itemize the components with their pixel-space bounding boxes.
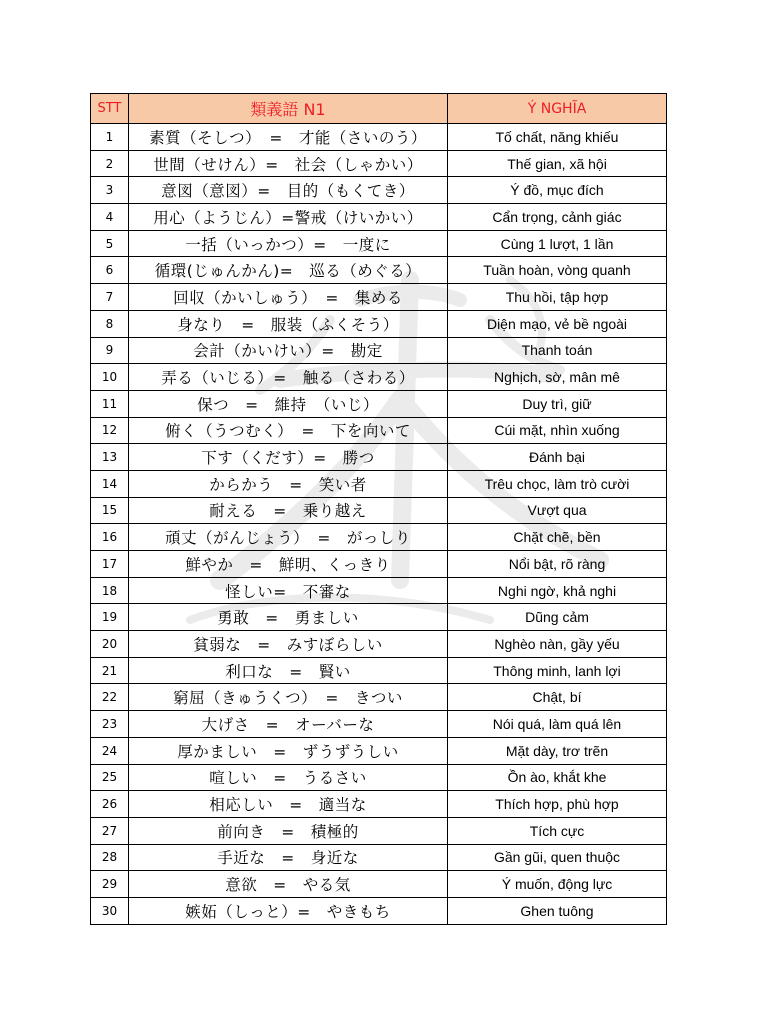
table-row: [91, 657, 667, 684]
row-word: 身なり = 服装（ふくそう）: [129, 310, 448, 337]
row-word: 怪しい= 不審な: [129, 577, 448, 604]
table-row: [91, 764, 667, 791]
table-row: [91, 470, 667, 497]
row-meaning: Ghen tuông: [448, 897, 667, 924]
row-meaning: Nghi ngờ, khả nghi: [448, 577, 667, 604]
row-number: 20: [91, 631, 129, 658]
table-row: [91, 844, 667, 871]
row-word: 弄る（いじる）= 触る（さわる）: [129, 364, 448, 391]
row-meaning: Nghèo nàn, gầy yếu: [448, 631, 667, 658]
row-number: 25: [91, 764, 129, 791]
row-word: 前向き = 積極的: [129, 817, 448, 844]
row-meaning: Nổi bật, rõ ràng: [448, 551, 667, 578]
table-header-row: [91, 94, 667, 124]
row-meaning: Cúi mặt, nhìn xuống: [448, 417, 667, 444]
row-meaning: Nói quá, làm quá lên: [448, 711, 667, 738]
table-row: [91, 604, 667, 631]
row-word: 喧しい = うるさい: [129, 764, 448, 791]
row-meaning: Duy trì, giữ: [448, 390, 667, 417]
row-number: 21: [91, 657, 129, 684]
row-word: 一括（いっかつ）= 一度に: [129, 230, 448, 257]
row-meaning: Chặt chẽ, bền: [448, 524, 667, 551]
table-row: [91, 497, 667, 524]
row-meaning: Trêu chọc, làm trò cười: [448, 470, 667, 497]
table-row: [91, 737, 667, 764]
row-meaning: Ý muốn, động lực: [448, 871, 667, 898]
row-meaning: Chật, bí: [448, 684, 667, 711]
row-meaning: Thích hợp, phù hợp: [448, 791, 667, 818]
table-row: [91, 177, 667, 204]
row-word: 意欲 = やる気: [129, 871, 448, 898]
row-number: 6: [91, 257, 129, 284]
table-row: [91, 897, 667, 924]
header-stt: STT: [91, 94, 129, 124]
row-number: 13: [91, 444, 129, 471]
row-number: 26: [91, 791, 129, 818]
row-number: 18: [91, 577, 129, 604]
row-number: 22: [91, 684, 129, 711]
table-row: [91, 524, 667, 551]
table-row: [91, 871, 667, 898]
row-meaning: Ý đồ, mục đích: [448, 177, 667, 204]
row-word: 循環(じゅんかん)= 巡る（めぐる）: [129, 257, 448, 284]
table-row: [91, 124, 667, 151]
row-number: 12: [91, 417, 129, 444]
row-number: 27: [91, 817, 129, 844]
row-meaning: Tuần hoàn, vòng quanh: [448, 257, 667, 284]
row-meaning: Gần gũi, quen thuộc: [448, 844, 667, 871]
row-meaning: Ồn ào, khắt khe: [448, 764, 667, 791]
table-row: [91, 631, 667, 658]
table-row: [91, 204, 667, 231]
row-word: 保つ = 維持 （いじ）: [129, 390, 448, 417]
row-word: 回収（かいしゅう） = 集める: [129, 284, 448, 311]
row-word: 鮮やか = 鮮明、くっきり: [129, 551, 448, 578]
table-row: [91, 444, 667, 471]
row-number: 5: [91, 230, 129, 257]
synonym-table: [90, 93, 667, 925]
row-number: 8: [91, 310, 129, 337]
row-number: 7: [91, 284, 129, 311]
row-meaning: Thế gian, xã hội: [448, 150, 667, 177]
table-row: [91, 150, 667, 177]
row-meaning: Tích cực: [448, 817, 667, 844]
row-word: 貧弱な = みすぼらしい: [129, 631, 448, 658]
row-word: 用心（ようじん）=警戒（けいかい）: [129, 204, 448, 231]
row-number: 1: [91, 124, 129, 151]
row-word: 窮屈（きゅうくつ） = きつい: [129, 684, 448, 711]
row-word: 意図（意図）= 目的（もくてき）: [129, 177, 448, 204]
table-row: [91, 791, 667, 818]
row-word: 大げさ = オーバーな: [129, 711, 448, 738]
row-meaning: Tố chất, năng khiếu: [448, 124, 667, 151]
row-number: 10: [91, 364, 129, 391]
row-number: 30: [91, 897, 129, 924]
row-number: 14: [91, 470, 129, 497]
row-word: 会計（かいけい）= 勘定: [129, 337, 448, 364]
table-row: [91, 230, 667, 257]
row-word: 俯く（うつむく） = 下を向いて: [129, 417, 448, 444]
row-word: 頑丈（がんじょう） = がっしり: [129, 524, 448, 551]
row-number: 24: [91, 737, 129, 764]
row-word: 素質（そしつ） = 才能（さいのう）: [129, 124, 448, 151]
row-number: 11: [91, 390, 129, 417]
row-meaning: Diện mạo, vẻ bề ngoài: [448, 310, 667, 337]
table-row: [91, 684, 667, 711]
row-number: 17: [91, 551, 129, 578]
row-number: 16: [91, 524, 129, 551]
row-number: 9: [91, 337, 129, 364]
row-meaning: Cẩn trọng, cảnh giác: [448, 204, 667, 231]
row-meaning: Đánh bại: [448, 444, 667, 471]
table-row: [91, 310, 667, 337]
table-row: [91, 817, 667, 844]
row-word: 勇敢 = 勇ましい: [129, 604, 448, 631]
row-word: 世間（せけん）= 社会（しゃかい）: [129, 150, 448, 177]
table-row: [91, 364, 667, 391]
row-number: 3: [91, 177, 129, 204]
row-meaning: Cùng 1 lượt, 1 lần: [448, 230, 667, 257]
row-word: 下す（くだす）= 勝つ: [129, 444, 448, 471]
row-number: 2: [91, 150, 129, 177]
table-row: [91, 417, 667, 444]
table-row: [91, 284, 667, 311]
row-meaning: Nghịch, sờ, mân mê: [448, 364, 667, 391]
header-word: 類義語 N1: [129, 94, 448, 124]
row-word: 利口な = 賢い: [129, 657, 448, 684]
row-word: 相応しい = 適当な: [129, 791, 448, 818]
table-row: [91, 390, 667, 417]
row-meaning: Thu hồi, tập hợp: [448, 284, 667, 311]
row-meaning: Thanh toán: [448, 337, 667, 364]
row-word: 耐える = 乗り越え: [129, 497, 448, 524]
row-number: 23: [91, 711, 129, 738]
header-meaning: Ý NGHĨA: [448, 94, 667, 124]
row-number: 28: [91, 844, 129, 871]
row-meaning: Vượt qua: [448, 497, 667, 524]
row-meaning: Dũng cảm: [448, 604, 667, 631]
row-word: 嫉妬（しっと）= やきもち: [129, 897, 448, 924]
table-row: [91, 711, 667, 738]
row-meaning: Thông minh, lanh lợi: [448, 657, 667, 684]
row-number: 19: [91, 604, 129, 631]
table-row: [91, 337, 667, 364]
row-number: 29: [91, 871, 129, 898]
row-word: 手近な = 身近な: [129, 844, 448, 871]
row-word: からかう = 笑い者: [129, 470, 448, 497]
row-meaning: Mặt dày, trơ trẽn: [448, 737, 667, 764]
table-row: [91, 551, 667, 578]
row-number: 15: [91, 497, 129, 524]
table-row: [91, 577, 667, 604]
row-number: 4: [91, 204, 129, 231]
row-word: 厚かましい = ずうずうしい: [129, 737, 448, 764]
table-row: [91, 257, 667, 284]
